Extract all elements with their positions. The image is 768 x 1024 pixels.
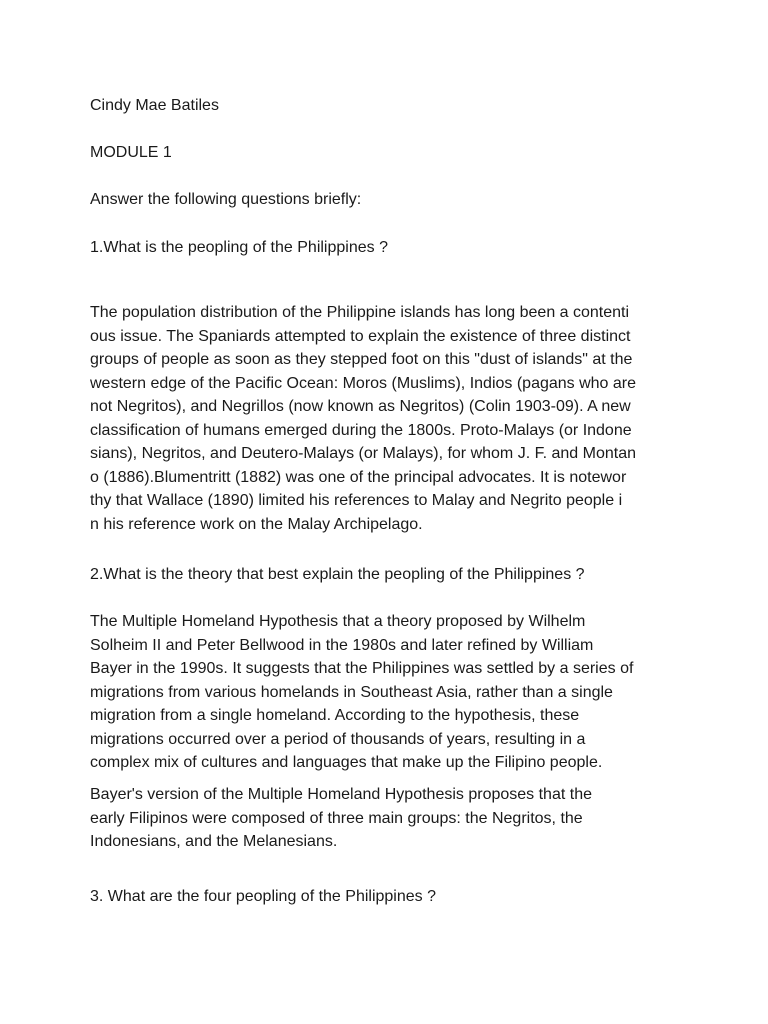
question-1: 1.What is the peopling of the Philippines ? [90, 239, 388, 256]
answer-2-line: The Multiple Homeland Hypothesis that a theory proposed by Wilhelm [90, 613, 586, 630]
answer-2-line: migrations from various homelands in Southeast Asia, rather than a single [90, 683, 613, 701]
answer-2-paragraph [90, 610, 690, 775]
answer-1-line: not Negritos), and Negrillos (now known as Negritos) (Colin 1903-09). A new [90, 398, 631, 415]
answer-2b-paragraph [90, 783, 690, 854]
answer-1-line: western edge of the Pacific Ocean: Moros (Muslims), Indios (pagans who are [90, 374, 637, 392]
answer-2-line: migrations occurred over a period of thousands of years, resulting in a [90, 730, 586, 748]
question-2: 2.What is the theory that best explain the peopling of the Philippines ? [90, 566, 585, 583]
answer-2b-line: early Filipinos were composed of three main groups: the Negritos, the [90, 809, 583, 827]
instruction-text: Answer the following questions briefly: [90, 191, 362, 208]
answer-1-line: n his reference work on the Malay Archipelago. [90, 515, 423, 533]
answer-1-line: o (1886).Blumentritt (1882) was one of the principal advocates. It is notewor [90, 468, 627, 486]
answer-1-line: The population distribution of the Philippine islands has long been a contenti [90, 304, 630, 321]
answer-2b-line: Bayer's version of the Multiple Homeland Hypothesis proposes that the [90, 786, 592, 803]
answer-1-line: sians), Negritos, and Deutero-Malays (or Malays), for whom J. F. and Montan [90, 445, 636, 462]
answer-1-line: thy that Wallace (1890) limited his references to Malay and Negrito people i [90, 492, 623, 509]
answer-2-line: complex mix of cultures and languages that make up the Filipino people. [90, 754, 603, 771]
answer-2b-line: Indonesians, and the Melanesians. [90, 833, 338, 850]
answer-1-line: ous issue. The Spaniards attempted to explain the existence of three distinct [90, 327, 631, 345]
answer-1-line: classification of humans emerged during the 1800s. Proto-Malays (or Indone [90, 421, 632, 439]
answer-2-line: Solheim II and Peter Bellwood in the 1980s and later refined by William [90, 636, 594, 654]
author-name: Cindy Mae Batiles [90, 97, 219, 114]
answer-1-paragraph [90, 301, 690, 536]
question-3: 3. What are the four peopling of the Philippines ? [90, 888, 436, 905]
answer-1-line: groups of people as soon as they stepped foot on this "dust of islands" at the [90, 351, 633, 368]
module-title: MODULE 1 [90, 144, 172, 161]
answer-2-line: Bayer in the 1990s. It suggests that the Philippines was settled by a series of [90, 660, 634, 677]
answer-2-line: migration from a single homeland. According to the hypothesis, these [90, 707, 580, 724]
